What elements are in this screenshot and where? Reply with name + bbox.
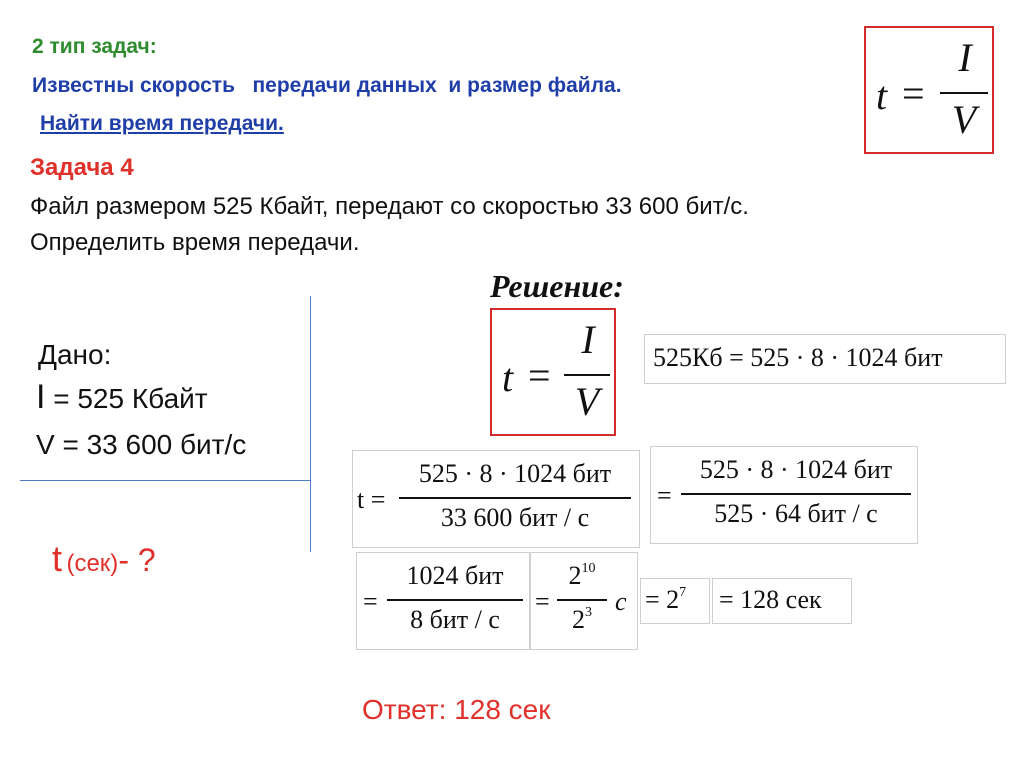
solution-formula-numerator: I bbox=[581, 317, 595, 362]
step3-numerator: 1024 бит bbox=[406, 561, 504, 590]
conversion-text: 525Кб = 525 · 8 · 1024 бит bbox=[653, 343, 943, 372]
step3-fraction-bar bbox=[387, 599, 523, 601]
step5-value bbox=[645, 585, 686, 615]
given-i-symbol: I bbox=[36, 378, 46, 416]
unknown-t-unit: (сек) bbox=[66, 550, 119, 577]
step1-box bbox=[352, 450, 640, 548]
solution-formula-denominator: V bbox=[574, 379, 600, 424]
task-type-label: 2 тип задач: bbox=[32, 35, 157, 58]
step2-numerator: 525 · 8 · 1024 бит bbox=[699, 455, 893, 484]
answer: Ответ: 128 сек bbox=[362, 694, 551, 725]
unknown-t bbox=[52, 538, 156, 580]
task-type-goal: Найти время передачи. bbox=[40, 112, 284, 135]
step1-numerator: 525 · 8 · 1024 бит bbox=[418, 459, 612, 488]
formula-numerator: I bbox=[958, 35, 972, 80]
step3-eq: = bbox=[363, 587, 378, 616]
step4-box bbox=[530, 552, 638, 650]
formula-denominator: V bbox=[951, 97, 977, 142]
solution-formula-eq: = bbox=[528, 353, 551, 398]
conversion-box bbox=[644, 334, 1006, 384]
step4-unit: с bbox=[615, 587, 627, 616]
step2-box bbox=[650, 446, 918, 544]
given-i bbox=[36, 376, 208, 420]
step4-num-base: 2 bbox=[568, 561, 582, 590]
step4-den-base: 2 bbox=[572, 605, 585, 634]
step6-box bbox=[712, 578, 852, 624]
step4-fraction-bar bbox=[557, 599, 607, 601]
step3-box bbox=[356, 552, 530, 650]
step5-base: = 2 bbox=[645, 585, 680, 614]
formula-box-top bbox=[864, 26, 994, 154]
step2-denominator: 525 · 64 бит / с bbox=[714, 499, 878, 528]
step2-eq: = bbox=[657, 481, 672, 510]
given-i-value: = 525 Кбайт bbox=[45, 383, 208, 414]
step1-denominator: 33 600 бит / с bbox=[440, 503, 590, 532]
formula-box-solution bbox=[490, 308, 616, 436]
task-type-description: Известны скорость передачи данных и размер файла. bbox=[32, 74, 622, 97]
formula-t: t bbox=[876, 73, 888, 118]
formula-fraction-bar bbox=[940, 92, 988, 94]
step4-numerator bbox=[557, 561, 607, 591]
step1-fraction-bar bbox=[399, 497, 631, 499]
step4-eq: = bbox=[535, 587, 550, 616]
solution-heading: Решение: bbox=[490, 268, 624, 304]
given-divider-vertical bbox=[310, 296, 311, 552]
unknown-t-suffix: - ? bbox=[118, 542, 156, 578]
task-line-1: Файл размером 525 Кбайт, передают со скоростью 33 600 бит/с. bbox=[30, 193, 749, 220]
solution-formula-fraction-bar bbox=[564, 374, 610, 376]
step4-denominator bbox=[557, 605, 607, 635]
step1-lhs: t = bbox=[357, 485, 386, 514]
step5-exp: 7 bbox=[679, 585, 687, 600]
given-divider-horizontal bbox=[20, 480, 310, 481]
task-line-2: Определить время передачи. bbox=[30, 229, 360, 256]
step4-den-exp: 3 bbox=[585, 605, 592, 620]
given-label: Дано: bbox=[38, 339, 112, 370]
formula-eq: = bbox=[902, 71, 925, 116]
task-title: Задача 4 bbox=[30, 154, 134, 181]
step5-box bbox=[640, 578, 710, 624]
step4-num-exp: 10 bbox=[581, 561, 596, 576]
step2-fraction-bar bbox=[681, 493, 911, 495]
unknown-t-symbol: t bbox=[52, 538, 63, 579]
step6-value: = 128 сек bbox=[719, 585, 822, 614]
solution-formula-t: t bbox=[502, 355, 514, 400]
step3-denominator: 8 бит / с bbox=[410, 605, 500, 634]
given-v: V = 33 600 бит/с bbox=[36, 429, 247, 460]
